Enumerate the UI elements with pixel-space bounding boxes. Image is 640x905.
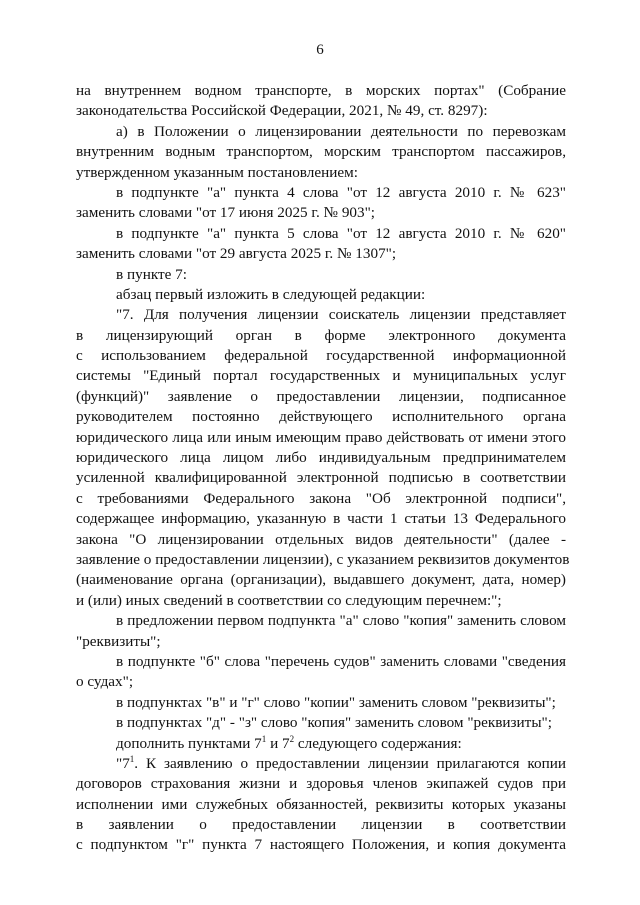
text-line: заявление о предоставлении лицензии), с указанием реквизитов документов <box>76 550 570 568</box>
document-body <box>76 81 570 856</box>
text-line: в заявлении о предоставлении лицензии в соответствии <box>76 816 566 834</box>
text-fragment: "7 <box>116 754 130 772</box>
text-line: в подпунктах "д" - "з" слово "копия" заменить словом "реквизиты"; <box>116 714 552 732</box>
text-line: с требованиями Федерального закона "Об электронной подписи", <box>76 489 566 507</box>
text-line <box>76 754 566 774</box>
text-line: в лицензирующий орган в форме электронного документа <box>76 326 566 344</box>
text-line: а) в Положении о лицензировании деятельности по перевозкам <box>116 122 566 140</box>
text-line: в предложении первом подпункта "а" слово "копия" заменить словом <box>116 612 566 630</box>
superscript: 2 <box>289 733 295 744</box>
text-line: на внутреннем водном транспорте, в морских портах" (Собрание <box>76 82 566 99</box>
text-fragment: . К заявлению о предоставлении лицензии прилагаются копии <box>134 754 566 772</box>
text-line: в пункте 7: <box>116 265 187 283</box>
text-line: закона "О лицензировании отдельных видов деятельности" (далее - <box>76 530 566 548</box>
text-line: содержащее информацию, указанную в части 1 статьи 13 Федерального <box>76 510 566 528</box>
text-line: в подпунктах "в" и "г" слово "копии" заменить словом "реквизиты"; <box>116 693 556 711</box>
text-line: в подпункте "а" пункта 4 слова "от 12 августа 2010 г. № 623" <box>116 183 566 201</box>
text-line: системы "Единый портал государственных и муниципальных услуг <box>76 367 566 385</box>
text-line: о судах"; <box>76 673 134 691</box>
text-line: и (или) иных сведений в соответствии со следующим перечнем:"; <box>76 591 502 609</box>
text-line: в подпункте "а" пункта 5 слова "от 12 августа 2010 г. № 620" <box>116 224 566 242</box>
text-line: (наименование органа (организации), выдавшего документ, дата, номер) <box>76 571 566 589</box>
text-line: внутренним водным транспортом, морским транспортом пассажиров, <box>76 143 566 161</box>
text-line: юридического лица или иным имеющим право действовать от имени этого <box>76 428 566 446</box>
text-line: договоров страхования жизни и здоровья членов экипажей судов при <box>76 775 566 793</box>
text-line: (функций)" заявление о предоставлении лицензии, подписанное <box>76 387 566 405</box>
text-line <box>76 734 566 754</box>
text-line: юридического лица лицом либо индивидуальным предпринимателем <box>76 449 566 467</box>
superscript: 1 <box>261 733 267 744</box>
page-number: 6 <box>316 42 324 58</box>
text-line: в подпункте "б" слова "перечень судов" заменить словами "сведения <box>116 652 566 670</box>
text-fragment: и 7 <box>266 734 290 752</box>
text-line: заменить словами "от 29 августа 2025 г. № 1307"; <box>76 245 397 263</box>
text-line: "7. Для получения лицензии соискатель лицензии представляет <box>116 306 566 324</box>
text-line: с использованием федеральной государственной информационной <box>76 347 566 365</box>
text-line: "реквизиты"; <box>76 632 161 650</box>
superscript: 1 <box>129 753 135 764</box>
text-line: руководителем постоянно действующего исполнительного органа <box>76 408 566 426</box>
text-fragment: следующего содержания: <box>294 734 462 752</box>
text-line: усиленной квалифицированной электронной подписью в соответствии <box>76 469 566 487</box>
text-line: утвержденном указанным постановлением: <box>76 163 358 181</box>
text-fragment: дополнить пунктами 7 <box>116 734 262 752</box>
text-line: абзац первый изложить в следующей редакции: <box>116 285 426 303</box>
text-line: заменить словами "от 17 июня 2025 г. № 903"; <box>76 204 376 222</box>
text-line: законодательства Российской Федерации, 2021, № 49, ст. 8297): <box>76 102 488 120</box>
text-line: исполнении ими служебных обязанностей, реквизиты которых указаны <box>76 795 566 813</box>
text-line: с подпунктом "г" пункта 7 настоящего Положения, и копия документа <box>76 836 566 854</box>
